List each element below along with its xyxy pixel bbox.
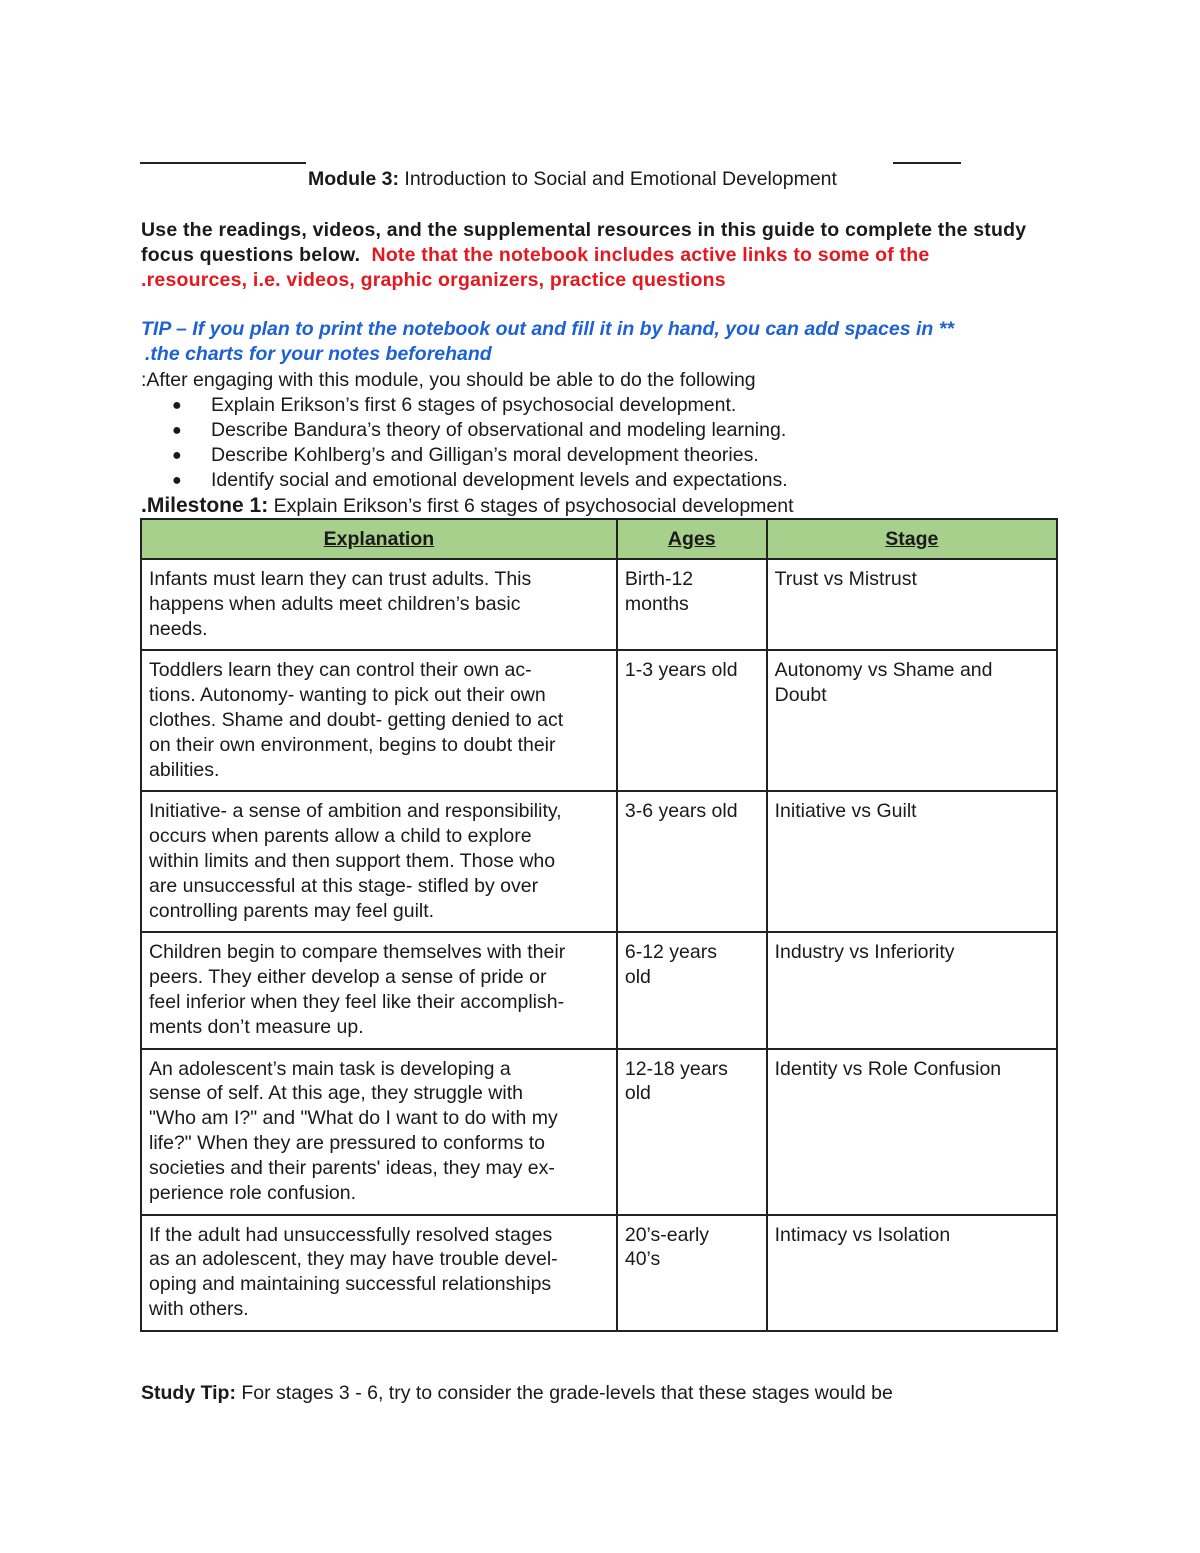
table-row [141, 650, 1057, 791]
cell-line: with others. [149, 1297, 249, 1320]
cell-ages [617, 1215, 767, 1331]
tip-line1: TIP – If you plan to print the notebook out and fill it in by hand, you can add spaces in ** [141, 318, 954, 340]
title-underline-right [893, 162, 961, 164]
intro-text: Use the readings, videos, and the supplemental resources in this guide to complete the study focus questions below. [141, 219, 1027, 266]
cell-line: If the adult had unsuccessfully resolved stages [149, 1223, 553, 1246]
cell-line: Children begin to compare themselves with their [149, 941, 566, 964]
cell-explanation [141, 650, 617, 791]
header-stage: Stage [767, 519, 1057, 559]
cell-line: Autonomy vs Shame and [774, 659, 993, 682]
list-item [170, 468, 788, 493]
module-title: Introduction to Social and Emotional Development [404, 168, 837, 190]
cell-line: "Who am I?" and "What do I want to do with my [149, 1107, 558, 1130]
tip-line2: .the charts for your notes beforehand [145, 343, 492, 365]
objectives-intro: :After engaging with this module, you should be able to do the following [141, 369, 756, 391]
cell-stage [767, 791, 1057, 932]
cell-line: tions. Autonomy- wanting to pick out their own [149, 684, 546, 707]
cell-line: ments don’t measure up. [149, 1015, 364, 1038]
cell-line: Toddlers learn they can control their own ac- [149, 659, 532, 682]
cell-line: happens when adults meet children’s basic [149, 592, 521, 615]
cell-line: 3-6 years old [624, 800, 738, 823]
cell-line: are unsuccessful at this stage- stifled by over [149, 874, 539, 897]
cell-line: sense of self. At this age, they struggle with [149, 1082, 523, 1105]
print-tip [141, 317, 1071, 367]
table-body [141, 559, 1057, 1331]
cell-line: clothes. Shame and doubt- getting denied to act [149, 708, 564, 731]
table-row [141, 1215, 1057, 1331]
cell-line: feel inferior when they feel like their accomplish- [149, 990, 565, 1013]
cell-line: 40’s [624, 1248, 661, 1271]
table-row [141, 559, 1057, 650]
table-row [141, 1049, 1057, 1215]
list-item [170, 393, 788, 418]
cell-line: within limits and then support them. Those who [149, 849, 556, 872]
cell-line: Initiative- a sense of ambition and responsibility, [149, 800, 562, 823]
study-tip-label: Study Tip: [141, 1382, 236, 1404]
cell-line: Intimacy vs Isolation [774, 1223, 951, 1246]
cell-line: life?" When they are pressured to conforms to [149, 1131, 546, 1154]
cell-line: abilities. [149, 758, 220, 781]
cell-line: Identity vs Role Confusion [774, 1057, 1002, 1080]
table-row [141, 791, 1057, 932]
cell-ages [617, 1049, 767, 1215]
cell-stage [767, 932, 1057, 1048]
cell-explanation [141, 1049, 617, 1215]
milestone-heading [141, 493, 794, 519]
objective-text: Describe Kohlberg’s and Gilligan’s moral development theories. [211, 444, 759, 466]
intro-note-line2: .resources, i.e. videos, graphic organizers, practice questions [141, 269, 726, 291]
cell-ages [617, 559, 767, 650]
cell-line: oping and maintaining successful relationships [149, 1273, 552, 1296]
study-tip-text: For stages 3 - 6, try to consider the grade-levels that these stages would be [241, 1382, 893, 1404]
cell-line: as an adolescent, they may have trouble devel- [149, 1248, 558, 1271]
cell-line: Doubt [774, 684, 827, 707]
cell-line: peers. They either develop a sense of pride or [149, 966, 547, 989]
table-header-row [141, 519, 1057, 559]
cell-line: 20’s-early [624, 1223, 710, 1246]
list-item [170, 443, 788, 468]
cell-explanation [141, 559, 617, 650]
cell-line: controlling parents may feel guilt. [149, 899, 435, 922]
milestone-label: Milestone 1: [146, 494, 269, 517]
cell-line: 1-3 years old [624, 659, 738, 682]
cell-line: 12-18 years [624, 1057, 728, 1080]
cell-line: on their own environment, begins to doubt their [149, 733, 556, 756]
study-tip [141, 1381, 893, 1406]
header-explanation: Explanation [141, 519, 617, 559]
cell-ages [617, 650, 767, 791]
objectives-list [170, 393, 788, 493]
cell-line: needs. [149, 617, 208, 640]
cell-line: old [624, 966, 651, 989]
cell-line: occurs when parents allow a child to explore [149, 825, 532, 848]
table-row [141, 932, 1057, 1048]
cell-explanation [141, 791, 617, 932]
cell-line: Trust vs Mistrust [774, 568, 917, 590]
cell-explanation [141, 932, 617, 1048]
cell-stage [767, 559, 1057, 650]
bullet-icon: ● [172, 472, 182, 489]
intro-paragraph [141, 218, 1071, 293]
objective-text: Identify social and emotional development levels and expectations. [211, 469, 788, 491]
cell-line: perience role confusion. [149, 1181, 357, 1204]
cell-line: An adolescent’s main task is developing a [149, 1057, 511, 1080]
bullet-icon: ● [172, 447, 182, 464]
module-label: Module 3: [308, 168, 399, 190]
bullet-icon: ● [172, 422, 182, 439]
cell-line: months [624, 592, 689, 615]
cell-ages [617, 791, 767, 932]
cell-line: Birth-12 [624, 568, 694, 590]
milestone-prefix: . [141, 494, 147, 517]
cell-line: Infants must learn they can trust adults. This [149, 568, 532, 590]
cell-stage [767, 650, 1057, 791]
page-title [308, 168, 837, 191]
cell-line: Initiative vs Guilt [774, 800, 917, 823]
cell-stage [767, 1215, 1057, 1331]
objective-text: Describe Bandura’s theory of observational and modeling learning. [211, 419, 787, 441]
erikson-stages-table [140, 518, 1058, 1332]
cell-line: societies and their parents' ideas, they may ex- [149, 1156, 555, 1179]
cell-stage [767, 1049, 1057, 1215]
header-ages: Ages [617, 519, 767, 559]
list-item [170, 418, 788, 443]
cell-line: old [624, 1082, 651, 1105]
cell-ages [617, 932, 767, 1048]
cell-line: Industry vs Inferiority [774, 941, 955, 964]
title-underline-left [140, 162, 306, 164]
cell-explanation [141, 1215, 617, 1331]
milestone-text: Explain Erikson’s first 6 stages of psychosocial development [273, 495, 794, 517]
objective-text: Explain Erikson’s first 6 stages of psychosocial development. [211, 394, 737, 416]
bullet-icon: ● [172, 397, 182, 414]
intro-note-line1: Note that the notebook includes active links to some of the [371, 244, 930, 266]
cell-line: 6-12 years [624, 941, 717, 964]
